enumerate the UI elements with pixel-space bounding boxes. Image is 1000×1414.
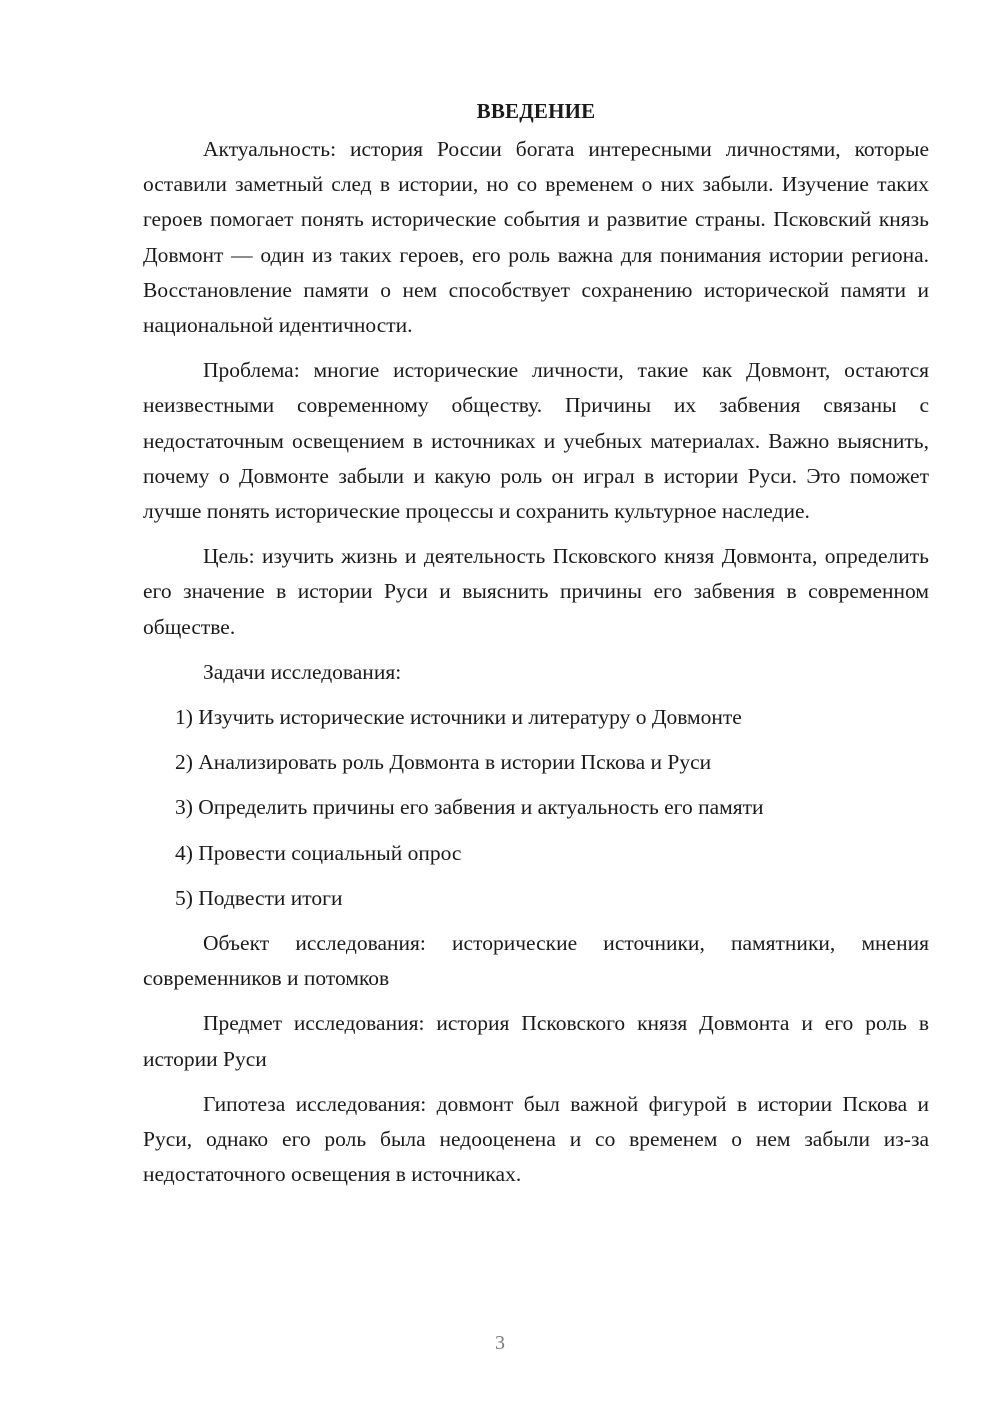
relevance-paragraph: Актуальность: история России богата интересными личностями, которые оставили заметный след в истории, но со временем о них забыли. Изучение таких героев помогает понять исторические события и развитие страны. Псковский князь Довмонт — один из таких героев, его роль важна для понимания истории региона. Восстановление памяти о нем способствует сохранению исторической памяти и национальной идентичности.	[143, 137, 929, 338]
list-item: 1) Изучить исторические источники и литературу о Довмонте	[175, 705, 742, 730]
section-heading: ВВЕДЕНИЕ	[476, 99, 596, 123]
tasks-list	[143, 700, 929, 916]
subject-paragraph: Предмет исследования: история Псковского князя Довмонта и его роль в истории Руси	[143, 1011, 929, 1071]
list-item: 5) Подвести итоги	[175, 885, 343, 910]
goal-paragraph: Цель: изучить жизнь и деятельность Псковского князя Довмонта, определить его значение в истории Руси и выяснить причины его забвения в современном обществе.	[143, 544, 929, 639]
problem-paragraph: Проблема: многие исторические личности, такие как Довмонт, остаются неизвестными современному обществу. Причины их забвения связаны с недостаточным освещением в источниках и учебных материалах. Важно выяснить, почему о Довмонте забыли и какую роль он играл в истории Руси. Это поможет лучше понять исторические процессы и сохранить культурное наследие.	[143, 358, 929, 524]
list-item: 2) Анализировать роль Довмонта в истории Пскова и Руси	[175, 750, 712, 775]
hypothesis-paragraph: Гипотеза исследования: довмонт был важной фигурой в истории Пскова и Руси, однако его роль была недооценена и со временем о нем забыли из-за недостаточного освещения в источниках.	[143, 1091, 929, 1187]
object-paragraph: Объект исследования: исторические источники, памятники, мнения современников и потомков	[143, 931, 929, 991]
tasks-title: Задачи исследования:	[203, 659, 402, 684]
page-number: 3	[495, 1332, 505, 1354]
document-page	[143, 96, 929, 1202]
list-item: 4) Провести социальный опрос	[175, 840, 462, 865]
list-item: 3) Определить причины его забвения и актуальность его памяти	[175, 795, 764, 820]
